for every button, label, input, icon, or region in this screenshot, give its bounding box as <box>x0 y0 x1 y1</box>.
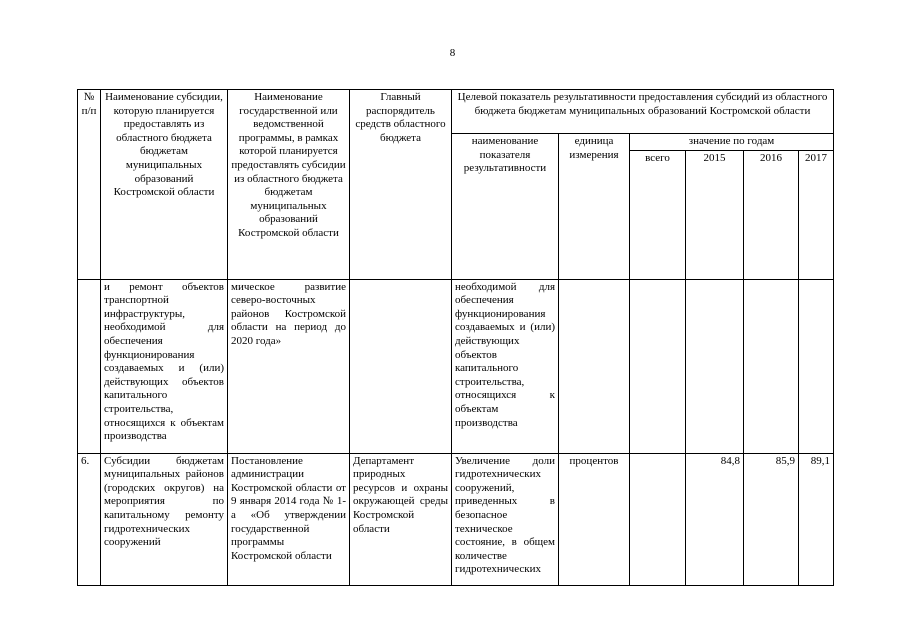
table-row <box>78 279 834 453</box>
row-total <box>630 279 686 453</box>
header-year-2015: 2015 <box>686 150 744 279</box>
header-unit: единица измерения <box>559 134 630 280</box>
header-program: Наименование государственной или ведомственной программы, в рамках которой планируется предоставлять субсидии из областного бюджета бюджетам муниципальных образований Костромской области <box>228 90 350 280</box>
row-indicator: Увеличение доли гидротехнических сооружений, приведенных в безопасное техническое состояние, в общем количестве гидротехнических <box>452 453 559 585</box>
page-number: 8 <box>449 47 456 59</box>
row-manager: Департамент природных ресурсов и охраны окружающей среды Костромской области <box>350 453 452 585</box>
row-manager <box>350 279 452 453</box>
row-subsidy: и ремонт объектов транспортной инфраструктуры, необходимой для обеспечения функционирования создаваемых и (или) действующих объектов капитального строительства, относящихся к объектам производства <box>101 279 228 453</box>
row-indicator: необходимой для обеспечения функционирования создаваемых и (или) действующих объектов капитального строительства, относящихся к объектам производства <box>452 279 559 453</box>
row-value-2017: 89,1 <box>799 453 834 585</box>
row-value-2015: 84,8 <box>686 453 744 585</box>
row-value-2017 <box>799 279 834 453</box>
row-num <box>78 279 101 453</box>
header-manager: Главный распорядитель средств областного бюджета <box>350 90 452 280</box>
header-target: Целевой показатель результативности предоставления субсидий из областного бюджета бюджетам муниципальных образований Костромской области <box>452 90 834 134</box>
header-year-2016: 2016 <box>744 150 799 279</box>
row-total <box>630 453 686 585</box>
row-unit <box>559 279 630 453</box>
row-num: 6. <box>78 453 101 585</box>
table-row <box>78 453 834 585</box>
header-values-by-year: значение по годам <box>630 134 834 151</box>
header-row <box>78 90 834 134</box>
header-year-2017: 2017 <box>799 150 834 279</box>
header-num: № п/п <box>78 90 101 280</box>
row-value-2015 <box>686 279 744 453</box>
row-program: Постановление администрации Костромской области от 9 января 2014 года № 1-а «Об утверждении государственной программы Костромской области <box>228 453 350 585</box>
header-indicator-name: наименование показателя результативности <box>452 134 559 280</box>
row-subsidy: Субсидии бюджетам муниципальных районов (городских округов) на мероприятия по капитальному ремонту гидротехнических сооружений <box>101 453 228 585</box>
header-subsidy: Наименование субсидии, которую планируется предоставлять из областного бюджета бюджетам муниципальных образований Костромской области <box>101 90 228 280</box>
header-total: всего <box>630 150 686 279</box>
row-unit: процентов <box>559 453 630 585</box>
subsidy-table <box>77 89 834 586</box>
row-value-2016 <box>744 279 799 453</box>
row-program: мическое развитие северо-восточных районов Костромской области на период до 2020 года» <box>228 279 350 453</box>
row-value-2016: 85,9 <box>744 453 799 585</box>
